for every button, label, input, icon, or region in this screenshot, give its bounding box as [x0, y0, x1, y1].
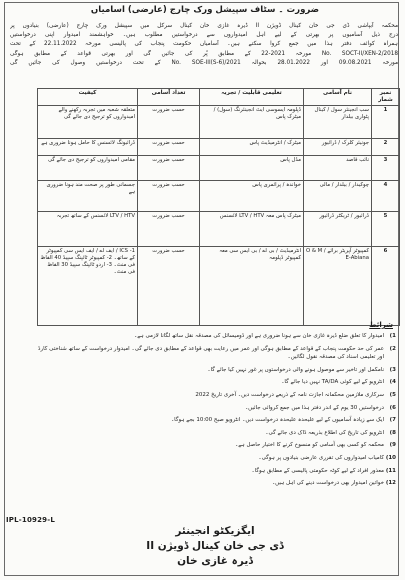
- conditions-list: [38, 332, 396, 522]
- condition-text: امیدوار کا تعلق ضلع ڈیرہ غازی خان سے ہونا ضروری ہے اور ڈومیسائل کی مصدقہ نقل ساتھ لگانا لازمی ہے۔: [134, 333, 384, 339]
- ad-title: ضرورت ۔ سٹاف سپیشل ورک چارج (عارضی) آسامیاں: [90, 5, 320, 15]
- conditions-heading: شرائط: [369, 321, 393, 329]
- cell-post: چوکیدار / بیلدار / مالی: [304, 181, 372, 212]
- condition-item: [38, 404, 396, 413]
- cell-remarks: ڈرائیونگ لائسنس کا حامل ہونا ضروری ہے: [38, 139, 138, 156]
- cell-qualification: انٹرمیڈیٹ / بی اے / بی ایس سی معہ کمپیوٹر ڈپلومہ: [200, 247, 304, 326]
- condition-item: [38, 454, 396, 463]
- condition-text: سرکاری ملازمین محکمانہ اجازت نامہ کے ذریعے درخواست دیں۔ آخری تاریخ 2022: [195, 391, 384, 398]
- condition-number: 5): [389, 391, 396, 398]
- condition-item: [38, 391, 396, 400]
- condition-number: 3): [389, 366, 396, 373]
- condition-item: [38, 416, 396, 425]
- issuer-office: ڈی جی خان کینال ڈویژن II: [146, 540, 284, 552]
- cell-count: حسب ضرورت: [138, 247, 200, 326]
- cell-serial: 3: [372, 156, 400, 181]
- cell-serial: 2: [372, 139, 400, 156]
- cell-serial: 1: [372, 106, 400, 139]
- table-row: [38, 106, 400, 139]
- condition-item: [38, 429, 396, 438]
- condition-item: [38, 441, 396, 450]
- condition-number: 11): [385, 467, 396, 474]
- condition-text: خواتین امیدوار بھی درخواست دینے کی اہل ہیں۔: [271, 480, 384, 487]
- table-header-row: [38, 89, 400, 106]
- cell-remarks: مقامی امیدواروں کو ترجیح دی جائے گی: [38, 156, 138, 181]
- condition-number: 9): [389, 442, 396, 449]
- cell-count: حسب ضرورت: [138, 139, 200, 156]
- issuer-city: ڈیرہ غازی خان: [177, 555, 253, 567]
- condition-text: معذور افراد کے لیے کوٹہ حکومتی پالیسی کے مطابق ہوگا۔: [251, 467, 384, 474]
- table-row: [38, 181, 400, 212]
- condition-number: 7): [389, 417, 396, 424]
- condition-item: [38, 345, 396, 362]
- header-remarks: کیفیت: [38, 89, 138, 106]
- intro-paragraph: [10, 22, 398, 86]
- cell-post: کمپیوٹر آپریٹر برائے O & M / E-Abiana: [304, 247, 372, 326]
- condition-text: محکمہ کو کسی بھی آسامی کو منسوخ کرنے کا اختیار حاصل ہے۔: [235, 442, 384, 449]
- condition-item: [38, 378, 396, 387]
- condition-text: نامکمل اور تاخیر سے موصول ہونے والی درخواستوں پر غور نہیں کیا جائے گا۔: [207, 366, 384, 373]
- condition-number: 1): [389, 333, 396, 339]
- cell-post: نائب قاصد: [304, 156, 372, 181]
- condition-item: [38, 467, 396, 476]
- intro-line: ہمراہ کوائف دفتر ہذا میں جمع کروا سکتے ہیں۔ آسامیاں حکومت پنجاب کی پالیسی مورخہ 22.11.2022 کے تحت: [10, 41, 398, 48]
- header-post: نام آسامی: [304, 89, 372, 106]
- issuer-signature-block: [110, 524, 320, 569]
- cell-qualification: مڈل پاس: [200, 156, 304, 181]
- condition-number: 6): [389, 404, 396, 411]
- cell-post: جونیئر کلرک / ڈرائیور: [304, 139, 372, 156]
- cell-remarks: جسمانی طور پر صحت مند ہونا ضروری ہے: [38, 181, 138, 212]
- condition-item: [38, 332, 396, 341]
- cell-post: سب انجینئر سول / کینال پٹواری بیلدار: [304, 106, 372, 139]
- cell-qualification: خواندہ / پرائمری پاس: [200, 181, 304, 212]
- table-row: [38, 156, 400, 181]
- cell-remarks: متعلقہ شعبہ میں تجربہ رکھنے والے امیدواروں کو ترجیح دی جائے گی: [38, 106, 138, 139]
- cell-qualification: ڈپلومہ ایسوسی ایٹ انجینئرنگ (سول) / میٹرک پاس: [200, 106, 304, 139]
- condition-text: انٹرویو کے لیے کوئی TA/DA نہیں دیا جائے گا۔: [281, 379, 384, 386]
- issuer-designation: ایگزیکٹو انجینئر: [175, 525, 255, 537]
- cell-count: حسب ضرورت: [138, 106, 200, 139]
- table-row: [38, 212, 400, 247]
- cell-count: حسب ضرورت: [138, 156, 200, 181]
- condition-text: عمر کی حد حکومت پنجاب کے قواعد کے مطابق ہوگی اور عمر میں رعایت بھی قواعد کے مطابق دی جائے گی۔ امیدوار درخواست کے ساتھ شناختی کارڈ اور تعلیمی اسناد کی مصدقہ نقول لگائیں۔: [38, 345, 384, 361]
- condition-number: 2): [389, 345, 396, 352]
- cell-qualification: میٹرک / انٹرمیڈیٹ پاس: [200, 139, 304, 156]
- condition-number: 8): [389, 429, 396, 436]
- condition-item: [38, 479, 396, 488]
- intro-line: No. SOCT-II/XEN-2/2018 مورخہ 2021-22 کے مطابق پُر کی جائیں گی اور بھرتی قواعد کے مطابق ہوگی: [10, 50, 398, 57]
- table-row: [38, 139, 400, 156]
- condition-text: درخواستیں 30 یوم کے اندر دفتر ہذا میں جمع کروائی جائیں۔: [244, 404, 384, 411]
- cell-serial: 4: [372, 181, 400, 212]
- cell-remarks: 1- ICS / ایف اے / ایف ایس سی کمپیوٹر کے ساتھ۔ 2- کمپیوٹر ٹائپنگ سپیڈ 40 الفاظ فی منٹ۔ 3- اردو ٹائپنگ سپیڈ 30 الفاظ فی منٹ۔: [38, 247, 138, 326]
- condition-text: ایک سے زیادہ آسامیوں کے لیے علیحدہ علیحدہ درخواست دیں۔ انٹرویو صبح 10:00 بجے ہوگا۔: [170, 417, 384, 424]
- vacancies-table: [37, 88, 400, 326]
- cell-count: حسب ضرورت: [138, 212, 200, 247]
- condition-number: 12): [385, 480, 396, 487]
- condition-text: کامیاب امیدواروں کی تقرری عارضی بنیادوں پر ہوگی۔: [258, 454, 384, 461]
- condition-number: 10): [385, 454, 396, 461]
- cell-serial: 5: [372, 212, 400, 247]
- cell-qualification: میٹرک پاس معہ LTV / HTV لائسنس: [200, 212, 304, 247]
- header-qualification: تعلیمی قابلیت / تجربہ: [200, 89, 304, 106]
- cell-post: ڈرائیور / ٹریکٹر ڈرائیور: [304, 212, 372, 247]
- condition-item: [38, 366, 396, 375]
- cell-remarks: LTV / HTV لائسنس کے ساتھ تجربہ: [38, 212, 138, 247]
- intro-line: محکمہ آبپاشی ڈی جی خان کینال ڈویژن II ڈیرہ غازی خان کینال سرکل میں سپیشل ورک چارج (عارضی) بنیادوں پر: [10, 23, 398, 29]
- cell-count: حسب ضرورت: [138, 181, 200, 212]
- condition-number: 4): [389, 379, 396, 386]
- header-count: تعداد آسامی: [138, 89, 200, 106]
- table-row: [38, 247, 400, 326]
- condition-text: انٹرویو کی تاریخ کی اطلاع بذریعہ ڈاک دی جائے گی۔: [265, 429, 384, 436]
- ad-reference-code: IPL-10929-L: [6, 516, 56, 524]
- intro-line: درج ذیل آسامیوں پر بھرتی کے لیے اہل امیدواروں سے درخواستیں مطلوب ہیں۔ خواہشمند امیدوار اپنی درخواستیں: [10, 32, 398, 39]
- cell-serial: 6: [372, 247, 400, 326]
- header-serial: نمبر شمار: [372, 89, 400, 106]
- intro-line: مورخہ 09.08.2021 اور 28.01.2022 بحوالہ No. SOE-III(S-6)/2021 کے تحت درخواستیں وصول کی جائیں گی: [10, 59, 398, 66]
